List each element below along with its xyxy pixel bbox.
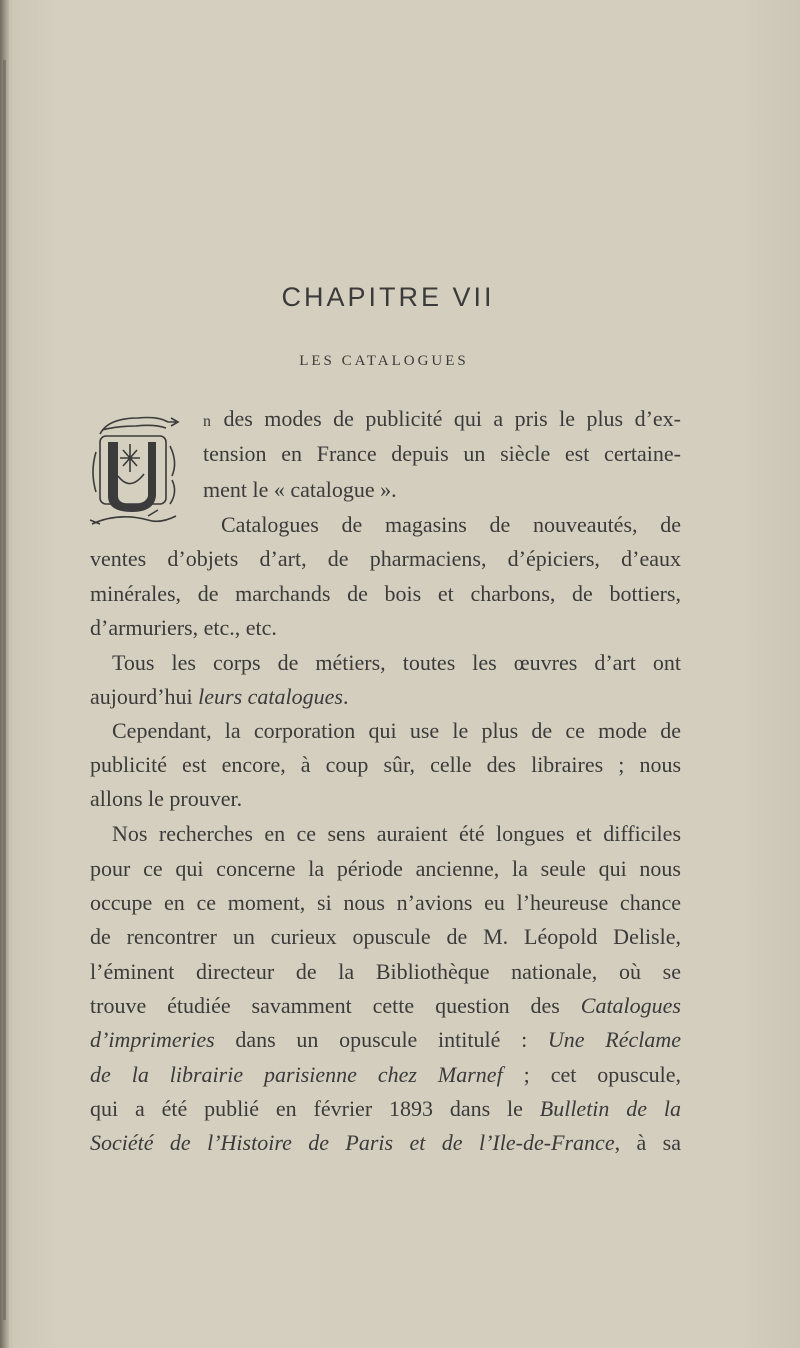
text-line-9: aujourd’hui leurs catalogues.: [90, 684, 349, 709]
text-line-19: d’imprimeries dans un opuscule intitulé : Une Réclame: [90, 1027, 682, 1052]
text-line-6: minérales, de marchands de bois et charbons, de bottiers,: [90, 581, 681, 606]
text-line-5: ventes d’objets d’art, de pharmaciens, d’épiciers, d’eaux: [90, 546, 681, 571]
text-line-15: occupe en ce moment, si nous n’avions eu l’heureuse chance: [90, 890, 681, 915]
text-line-13: Nos recherches en ce sens auraient été longues et difficiles: [112, 821, 681, 846]
text-line-18: trouve étudiée savamment cette question des Catalogues: [90, 993, 681, 1018]
text-line-22: Société de l’Histoire de Paris et de l’Ile-de-France, à sa: [90, 1130, 681, 1155]
text-line-11: publicité est encore, à coup sûr, celle des libraires ; nous: [90, 752, 681, 777]
text-line-14: pour ce qui concerne la période ancienne, la seule qui nous: [90, 856, 681, 881]
ornamental-letter-u-icon: [88, 412, 183, 530]
text-line-3: ment le « catalogue ».: [203, 477, 397, 502]
text-line-16: de rencontrer un curieux opuscule de M. Léopold Delisle,: [90, 924, 681, 949]
text-line-8: Tous les corps de métiers, toutes les œuvres d’art ont: [112, 650, 681, 675]
text-line-10: Cependant, la corporation qui use le plus de ce mode de: [112, 718, 681, 743]
spine-shadow: [3, 60, 6, 1320]
text-line-21: qui a été publié en février 1893 dans le Bulletin de la: [90, 1096, 681, 1121]
text-line-2: tension en France depuis un siècle est certaine-: [203, 441, 681, 466]
chapter-title: CHAPITRE VII: [281, 282, 495, 312]
text-line-12: allons le prouver.: [90, 786, 243, 811]
text-line-17: l’éminent directeur de la Bibliothèque nationale, où se: [90, 959, 681, 984]
text-line-4: Catalogues de magasins de nouveautés, de: [221, 512, 681, 537]
text-line-20: de la librairie parisienne chez Marnef ; cet opuscule,: [90, 1062, 681, 1087]
text-line-1: n des modes de publicité qui a pris le plus d’ex-: [203, 406, 681, 431]
section-title: LES CATALOGUES: [299, 353, 469, 369]
text-line-7: d’armuriers, etc., etc.: [90, 615, 277, 640]
